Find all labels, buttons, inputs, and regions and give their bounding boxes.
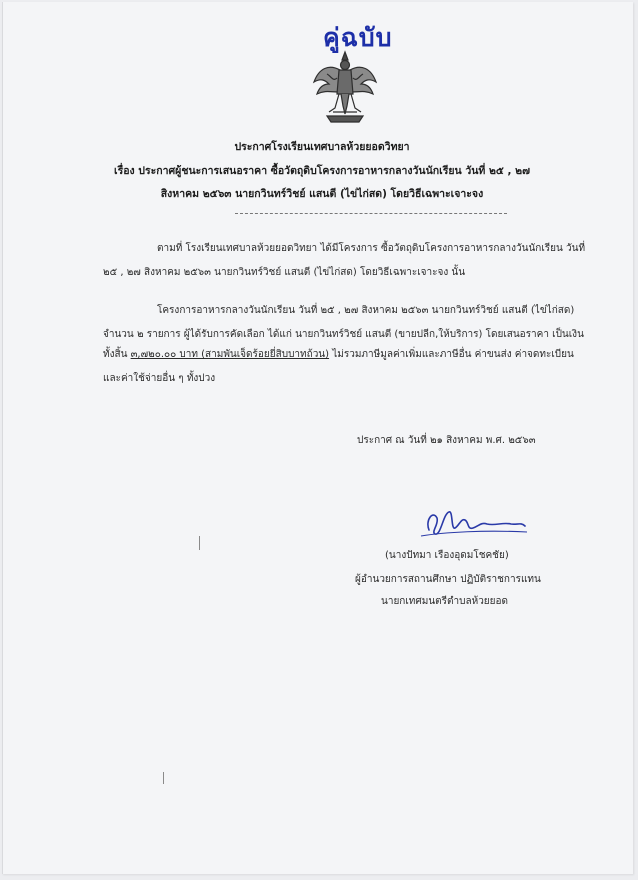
paragraph2-line4: และค่าใช้จ่ายอื่น ๆ ทั้งปวง — [103, 373, 216, 384]
announcement-subject-line2: สิงหาคม ๒๕๖๓ นายกวินทร์วิชย์ แสนตี (ไข่ไก่สด) โดยวิธีเฉพาะเจาะจง — [160, 188, 484, 200]
announcement-title: ประกาศโรงเรียนเทศบาลห้วยยอดวิทยา — [234, 141, 410, 153]
garuda-emblem-icon — [311, 48, 379, 126]
amount-value: ๓,๗๒๐.๐๐ บาท (สามพันเจ็ดร้อยยี่สิบบาทถ้วน) — [130, 349, 330, 360]
announce-date: ประกาศ ณ วันที่ ๒๑ สิงหาคม พ.ศ. ๒๕๖๓ — [357, 435, 536, 446]
header-divider — [235, 213, 507, 214]
amount-suffix: ไม่รวมภาษีมูลค่าเพิ่มและภาษีอื่น ค่าขนส่ง ค่าจดทะเบียน — [329, 349, 574, 360]
copy-stamp: คู่ฉบับ — [323, 23, 393, 52]
signatory-position: ผู้อำนวยการสถานศึกษา ปฏิบัติราชการแทน — [355, 574, 541, 585]
announcement-subject-line1: เรื่อง ประกาศผู้ชนะการเสนอราคา ซื้อวัตถุดิบโครงการอาหารกลางวันนักเรียน วันที่ ๒๕ , ๒๗ — [113, 165, 530, 177]
signatory-position-acting-for: นายกเทศมนตรีตำบลห้วยยอด — [381, 596, 509, 607]
signatory-name: (นางปัทมา เรืองอุดมโชคชัย) — [385, 550, 509, 561]
paragraph2-line1: โครงการอาหารกลางวันนักเรียน วันที่ ๒๕ , ๒๗ สิงหาคม ๒๕๖๓ นายกวินทร์วิชย์ แสนตี (ไข่ไก่สด) — [157, 305, 575, 316]
paragraph2-line2: จำนวน ๒ รายการ ผู้ได้รับการคัดเลือก ได้แก่ นายกวินทร์วิชย์ แสนตี (ขายปลีก,ให้บริการ) โดยเสนอราคา เป็นเงิน — [103, 329, 584, 340]
paragraph2-line3 — [103, 348, 574, 362]
document-page — [2, 2, 633, 874]
paragraph1-line2: ๒๕ , ๒๗ สิงหาคม ๒๕๖๓ นายกวินทร์วิชย์ แสนตี (ไข่ไก่สด) โดยวิธีเฉพาะเจาะจง นั้น — [103, 267, 466, 278]
amount-prefix: ทั้งสิ้น — [103, 349, 131, 360]
handwritten-signature — [415, 500, 535, 542]
paragraph1-line1: ตามที่ โรงเรียนเทศบาลห้วยยอดวิทยา ได้มีโครงการ ซื้อวัตถุดิบโครงการอาหารกลางวันนักเรียน วันที่ — [157, 243, 586, 254]
scan-mark — [199, 536, 200, 550]
scan-mark — [163, 772, 164, 784]
